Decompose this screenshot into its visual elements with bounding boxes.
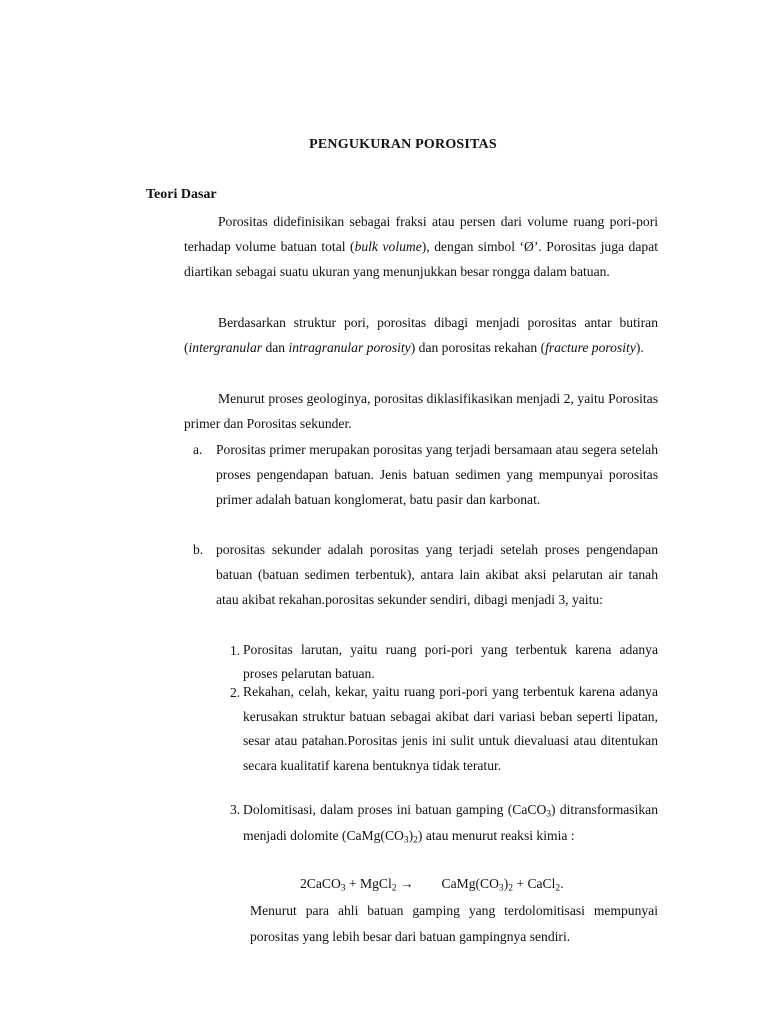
sub-2-marker: 2. <box>230 685 241 700</box>
paragraph-pore-structure <box>184 310 658 360</box>
sub-item-dolomitization <box>243 797 658 848</box>
list-b-secondary-porosity: porositas sekunder adalah porositas yang terjadi setelah proses pengendapan batuan (batuan sedimen terbentuk), antara lain akibat aksi pelarutan air tanah atau akibat rekahan.porositas sekunder sendiri, dibagi menjadi 3, yaitu: <box>216 542 658 607</box>
p1-text-a: Porositas didefinisikan sebagai fraksi atau persen dari volume ruang pori-pori terhadap volume batuan total ( <box>184 214 658 254</box>
closing-paragraph: Menurut para ahli batuan gamping yang terdolomitisasi mempunyai porositas yang lebih besar dari batuan gampingnya sendiri. <box>250 903 658 944</box>
p2-intergranular: intergranular <box>188 340 263 355</box>
chemical-equation <box>300 876 564 892</box>
sub-item-fracture: Rekahan, celah, kekar, yaitu ruang pori-pori yang terbentuk karena adanya kerusakan struktur batuan sebagai akibat dari variasi beban seperti lipatan, sesar atau patahan.Porositas jenis ini sulit untuk dievaluasi atau ditentukan secara kualitatif karena bentuknya tidak teratur. <box>243 684 658 773</box>
list-b-marker: b. <box>193 542 204 557</box>
paragraph-geology: Menurut proses geologinya, porositas diklasifikasikan menjadi 2, yaitu Porositas primer dan Porositas sekunder. <box>184 391 658 431</box>
formula-rhs1: CaMg(CO <box>441 876 499 891</box>
list-a-primary-porosity: Porositas primer merupakan porositas yang terjadi bersamaan atau segera setelah proses pengendapan batuan. Jenis batuan sedimen yang mempunyai porositas primer adalah batuan konglomerat, batu pasir dan karbonat. <box>216 442 658 507</box>
section-heading: Teori Dasar <box>146 187 217 202</box>
sub-3-marker: 3. <box>230 802 241 817</box>
formula-lhs1: 2CaCO <box>300 876 341 891</box>
sub-1-marker: 1. <box>230 643 241 658</box>
p1-bulk-volume: bulk volume <box>354 239 422 254</box>
p1-text-c: ), dengan simbol ‘Ø’. Porositas juga dapat diartikan sebagai suatu ukuran yang menunjukkan besar rongga dalam batuan. <box>184 239 658 279</box>
sub-3-t2: ) ditransformasikan menjadi dolomite (CaMg(CO <box>243 802 659 843</box>
p2-text-e: ) dan porositas rekahan ( <box>410 340 546 355</box>
formula-rhs2: ) <box>503 876 509 891</box>
p2-fracture: fracture porosity <box>545 340 636 355</box>
formula-rhs1-sub: 3 <box>498 883 504 894</box>
sub-3-s3: 2 <box>413 834 418 845</box>
list-a-marker: a. <box>193 442 203 457</box>
sub-1-text: Porositas larutan, yaitu ruang pori-pori yang terbentuk karena adanya proses pelarutan batuan. <box>243 642 658 681</box>
formula-lhs1-sub: 3 <box>340 883 346 894</box>
sub-3-t4: ) atau menurut reaksi kimia : <box>417 827 575 843</box>
p2-text-c: dan <box>262 340 289 355</box>
sub-3-t3: ) <box>408 827 414 843</box>
p2-intragranular: intragranular porosity <box>288 340 411 355</box>
paragraph-definition <box>184 209 658 284</box>
sub-3-s1: 3 <box>546 809 552 820</box>
sub-3-t1: Dolomitisasi, dalam proses ini batuan gamping (CaCO <box>243 802 547 817</box>
p2-text-a: Berdasarkan struktur pori, porositas dibagi menjadi porositas antar butiran ( <box>184 315 658 355</box>
formula-rhs3-sub: 2 <box>555 883 561 894</box>
document-title: PENGUKURAN POROSITAS <box>309 137 497 152</box>
formula-rhs3: + CaCl <box>512 876 556 891</box>
formula-rhs2-sub: 2 <box>508 883 513 894</box>
formula-lhs2-sub: 2 <box>391 883 397 894</box>
formula-lhs2: + MgCl <box>345 876 392 891</box>
formula-arrow: → <box>396 876 414 891</box>
formula-rhs4: . <box>560 876 564 891</box>
sub-3-s2: 3 <box>403 834 409 845</box>
p2-text-g: ). <box>635 340 644 355</box>
sub-item-solution <box>243 638 658 686</box>
